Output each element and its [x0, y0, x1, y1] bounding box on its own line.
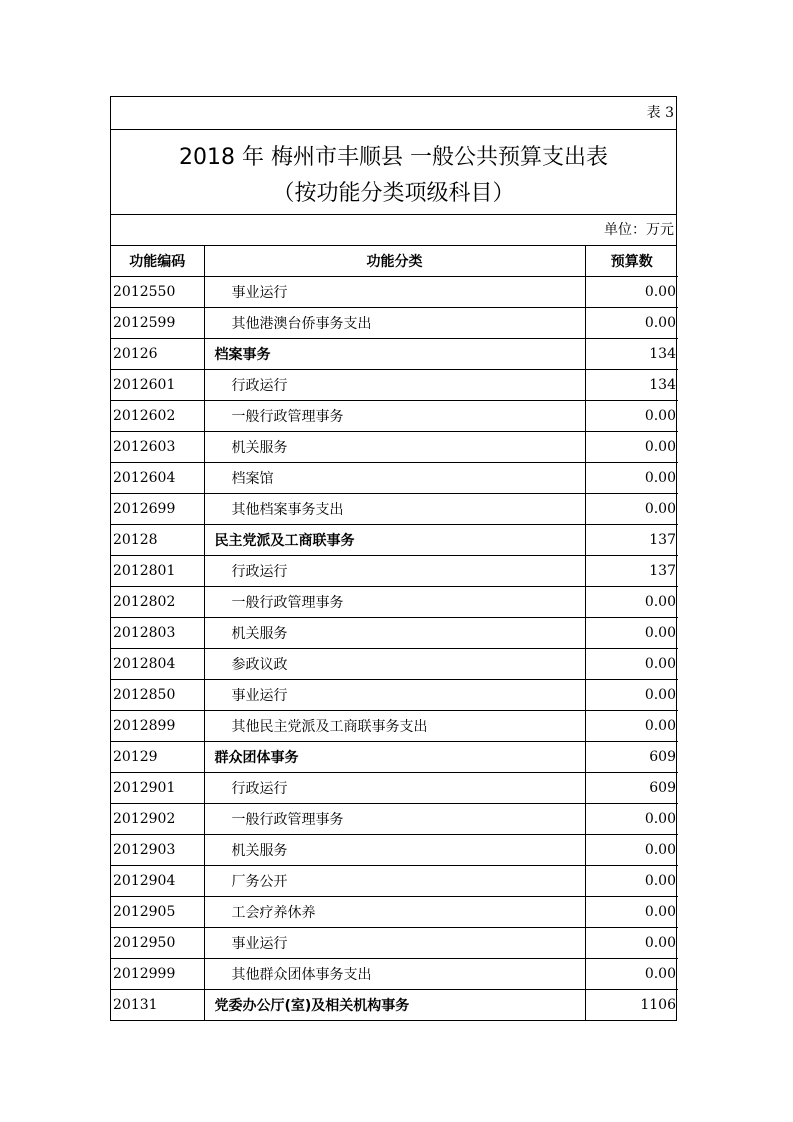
row-category: 行政运行 — [204, 370, 585, 401]
row-code: 2012905 — [111, 897, 204, 928]
row-code: 2012603 — [111, 432, 204, 463]
row-amount: 0.00 — [585, 401, 678, 432]
budget-table-sheet — [110, 96, 677, 1021]
row-amount: 0.00 — [585, 618, 678, 649]
table-row — [111, 370, 678, 401]
table-row — [111, 463, 678, 494]
unit-label: 单位：万元 — [111, 215, 676, 246]
row-category: 民主党派及工商联事务 — [204, 525, 585, 556]
row-category: 党委办公厅(室)及相关机构事务 — [204, 990, 585, 1021]
table-row — [111, 277, 678, 308]
row-category: 机关服务 — [204, 618, 585, 649]
row-amount: 609 — [585, 742, 678, 773]
row-category: 一般行政管理事务 — [204, 804, 585, 835]
row-category: 一般行政管理事务 — [204, 401, 585, 432]
row-code: 2012699 — [111, 494, 204, 525]
row-amount: 0.00 — [585, 711, 678, 742]
table-row — [111, 835, 678, 866]
row-category: 参政议政 — [204, 649, 585, 680]
table-row — [111, 866, 678, 897]
row-code: 2012904 — [111, 866, 204, 897]
row-category: 厂务公开 — [204, 866, 585, 897]
row-amount: 137 — [585, 525, 678, 556]
table-row — [111, 618, 678, 649]
row-amount: 0.00 — [585, 463, 678, 494]
row-category: 其他群众团体事务支出 — [204, 959, 585, 990]
header-category: 功能分类 — [204, 246, 585, 277]
row-code: 2012599 — [111, 308, 204, 339]
row-amount: 0.00 — [585, 680, 678, 711]
row-amount: 0.00 — [585, 804, 678, 835]
row-category: 事业运行 — [204, 680, 585, 711]
row-category: 事业运行 — [204, 277, 585, 308]
row-category: 其他档案事务支出 — [204, 494, 585, 525]
row-amount: 0.00 — [585, 928, 678, 959]
table-row — [111, 742, 678, 773]
title-line-2: （按功能分类项级科目） — [272, 181, 515, 206]
row-code: 2012550 — [111, 277, 204, 308]
title-line-1: 2018 年 梅州市丰顺县 一般公共预算支出表 — [179, 145, 608, 170]
table-row — [111, 928, 678, 959]
row-amount: 1106 — [585, 990, 678, 1021]
row-code: 2012850 — [111, 680, 204, 711]
row-category: 事业运行 — [204, 928, 585, 959]
row-code: 2012604 — [111, 463, 204, 494]
row-category: 行政运行 — [204, 556, 585, 587]
table-row — [111, 494, 678, 525]
table-header-row — [111, 246, 678, 277]
row-amount: 0.00 — [585, 959, 678, 990]
row-amount: 0.00 — [585, 649, 678, 680]
row-amount: 0.00 — [585, 308, 678, 339]
table-row — [111, 525, 678, 556]
table-row — [111, 990, 678, 1021]
page-title — [111, 130, 676, 215]
table-row — [111, 308, 678, 339]
table-row — [111, 432, 678, 463]
table-row — [111, 773, 678, 804]
row-amount: 134 — [585, 339, 678, 370]
row-amount: 609 — [585, 773, 678, 804]
row-amount: 0.00 — [585, 587, 678, 618]
row-category: 行政运行 — [204, 773, 585, 804]
row-amount: 0.00 — [585, 866, 678, 897]
row-amount: 0.00 — [585, 277, 678, 308]
header-code: 功能编码 — [129, 254, 186, 270]
row-code: 20128 — [111, 525, 204, 556]
row-code: 2012602 — [111, 401, 204, 432]
table-row — [111, 897, 678, 928]
row-category: 群众团体事务 — [204, 742, 585, 773]
table-row — [111, 587, 678, 618]
table-row — [111, 804, 678, 835]
row-code: 2012804 — [111, 649, 204, 680]
row-code: 2012601 — [111, 370, 204, 401]
row-category: 机关服务 — [204, 432, 585, 463]
table-row — [111, 649, 678, 680]
row-code: 2012999 — [111, 959, 204, 990]
row-code: 20126 — [111, 339, 204, 370]
row-code: 20131 — [111, 990, 204, 1021]
row-amount: 134 — [585, 370, 678, 401]
row-code: 2012801 — [111, 556, 204, 587]
row-amount: 0.00 — [585, 897, 678, 928]
row-category: 其他民主党派及工商联事务支出 — [204, 711, 585, 742]
row-category: 其他港澳台侨事务支出 — [204, 308, 585, 339]
table-row — [111, 556, 678, 587]
row-code: 2012902 — [111, 804, 204, 835]
row-amount: 0.00 — [585, 494, 678, 525]
row-code: 2012802 — [111, 587, 204, 618]
row-amount: 137 — [585, 556, 678, 587]
row-code: 2012950 — [111, 928, 204, 959]
header-amount: 预算数 — [585, 246, 678, 277]
table-number: 表 3 — [111, 97, 676, 130]
row-code: 2012803 — [111, 618, 204, 649]
table-row — [111, 339, 678, 370]
row-category: 一般行政管理事务 — [204, 587, 585, 618]
row-amount: 0.00 — [585, 432, 678, 463]
row-code: 2012899 — [111, 711, 204, 742]
table-row — [111, 401, 678, 432]
row-code: 20129 — [111, 742, 204, 773]
row-category: 档案馆 — [204, 463, 585, 494]
row-category: 档案事务 — [204, 339, 585, 370]
table-row — [111, 711, 678, 742]
row-category: 机关服务 — [204, 835, 585, 866]
row-amount: 0.00 — [585, 835, 678, 866]
row-code: 2012901 — [111, 773, 204, 804]
table-row — [111, 959, 678, 990]
row-category: 工会疗养休养 — [204, 897, 585, 928]
budget-table — [111, 246, 678, 1020]
row-code: 2012903 — [111, 835, 204, 866]
table-row — [111, 680, 678, 711]
